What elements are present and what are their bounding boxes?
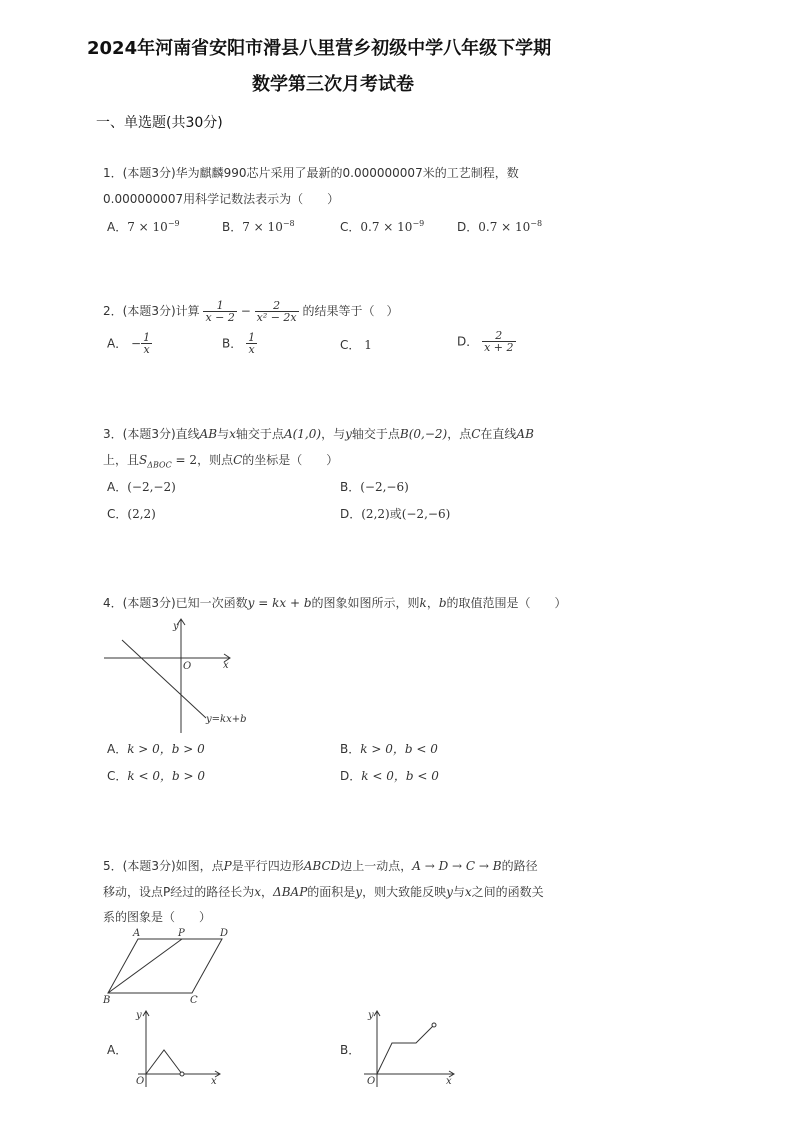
var-b: b bbox=[438, 596, 447, 610]
question-2-prefix: 2．(本题3分)计算 bbox=[103, 304, 200, 318]
option-label: B． bbox=[340, 480, 361, 494]
text: ，点 bbox=[447, 427, 472, 441]
var-k: k bbox=[419, 596, 427, 610]
vertex-d-label: D bbox=[220, 928, 229, 939]
q3-option-a[interactable] bbox=[107, 478, 176, 495]
q3-option-d[interactable] bbox=[340, 505, 450, 522]
open-endpoint bbox=[432, 1023, 436, 1027]
question-5-line3: 系的图象是（ ） bbox=[103, 910, 212, 924]
var-y: y bbox=[446, 885, 453, 899]
text: ，则大致能反映 bbox=[362, 885, 447, 899]
option-label: A． bbox=[107, 742, 128, 756]
option-label: C． bbox=[107, 507, 128, 521]
text: 与 bbox=[452, 885, 465, 899]
fraction-2-denominator: x² − 2x bbox=[256, 311, 297, 324]
option-value: (−2,−2) bbox=[127, 480, 176, 494]
option-label: C． bbox=[340, 220, 361, 234]
option-numerator: 2 bbox=[495, 329, 503, 342]
option-label: A． bbox=[107, 336, 128, 351]
option-numerator: 1 bbox=[248, 331, 256, 344]
option-exponent: −9 bbox=[167, 219, 180, 228]
option-value: k > 0，b < 0 bbox=[360, 742, 438, 756]
question-2-suffix: 的结果等于（ ） bbox=[302, 304, 399, 318]
option-value: 0.7 × 10 bbox=[360, 220, 413, 234]
option-value: 7 × 10 bbox=[127, 220, 168, 234]
text: ， bbox=[426, 596, 439, 610]
vertex-b-label: B bbox=[103, 995, 111, 1005]
fraction-1-numerator: 1 bbox=[216, 299, 224, 312]
exam-title-line1: 2024年河南省安阳市滑县八里营乡初级中学八年级下学期 bbox=[87, 38, 552, 59]
piecewise-graph bbox=[377, 1025, 434, 1074]
q1-option-a[interactable] bbox=[107, 218, 180, 235]
text: 5．(本题3分)如图，点 bbox=[103, 859, 224, 873]
exam-title-line2: 数学第三次月考试卷 bbox=[252, 74, 414, 95]
question-5-line2 bbox=[103, 883, 544, 900]
q3-option-c[interactable] bbox=[107, 505, 156, 522]
option-label: D． bbox=[340, 769, 362, 783]
q2-option-b[interactable] bbox=[222, 332, 257, 355]
function-line-label: y=kx+b bbox=[206, 714, 247, 725]
option-label: C． bbox=[340, 338, 361, 352]
option-value: k < 0，b < 0 bbox=[361, 769, 439, 783]
text: 轴交于点 bbox=[351, 427, 400, 441]
function-line bbox=[122, 640, 206, 718]
question-2-line1 bbox=[103, 300, 398, 323]
origin-label: O bbox=[136, 1076, 145, 1087]
fraction-1 bbox=[203, 300, 236, 323]
q5-option-a-graph[interactable] bbox=[128, 1005, 228, 1089]
text: 之间的函数关 bbox=[471, 885, 544, 899]
area-subscript: ΔBOC bbox=[147, 460, 172, 470]
text: 轴交于点 bbox=[235, 427, 284, 441]
text: 上，且 bbox=[103, 453, 140, 467]
option-label: D． bbox=[340, 507, 362, 521]
q1-option-d[interactable] bbox=[457, 218, 542, 235]
point-a: A(1,0) bbox=[283, 427, 322, 441]
q4-option-d[interactable] bbox=[340, 767, 439, 784]
y-axis-label: y bbox=[368, 1010, 374, 1021]
text: 的取值范围是（ ） bbox=[446, 596, 567, 610]
question-1-line2: 0.000000007用科学记数法表示为（ ） bbox=[103, 192, 340, 206]
q4-option-b[interactable] bbox=[340, 740, 438, 757]
triangle-graph bbox=[146, 1050, 182, 1074]
origin-label: O bbox=[183, 661, 192, 672]
q5-option-b-label[interactable]: B． bbox=[340, 1043, 361, 1057]
var-x: x bbox=[464, 885, 472, 899]
q1-option-b[interactable] bbox=[222, 218, 295, 235]
option-value: 1 bbox=[364, 338, 372, 352]
text: 与 bbox=[217, 427, 230, 441]
option-value: k < 0，b > 0 bbox=[127, 769, 205, 783]
x-axis-label: x bbox=[446, 1076, 452, 1087]
fraction-2 bbox=[255, 300, 299, 323]
option-denominator: x bbox=[246, 343, 257, 355]
text: 的坐标是（ ） bbox=[242, 453, 339, 467]
option-exponent: −9 bbox=[412, 219, 425, 228]
triangle-name: ΔBAP bbox=[273, 885, 308, 899]
option-exponent: −8 bbox=[530, 219, 543, 228]
option-label: D． bbox=[457, 334, 479, 349]
minus-sign: − bbox=[240, 304, 251, 318]
question-3-line2 bbox=[103, 451, 338, 469]
q4-option-c[interactable] bbox=[107, 767, 205, 784]
point-b: B(0,−2) bbox=[399, 427, 448, 441]
q5-option-a-label[interactable]: A． bbox=[107, 1043, 128, 1057]
text: 4．(本题3分)已知一次函数 bbox=[103, 596, 248, 610]
segment-bp bbox=[108, 939, 182, 993]
text: 的面积是 bbox=[307, 885, 356, 899]
parallelogram-figure bbox=[100, 925, 240, 1005]
line-ab: AB bbox=[199, 427, 218, 441]
question-1-line1: 1．(本题3分)华为麒麟990芯片采用了最新的0.000000007米的工艺制程，数 bbox=[103, 166, 519, 180]
y-axis-label: y bbox=[136, 1010, 142, 1021]
text: 的图象如图所示，则 bbox=[311, 596, 420, 610]
q2-option-c[interactable] bbox=[340, 336, 372, 353]
option-value: (−2,−6) bbox=[360, 480, 409, 494]
option-fraction bbox=[482, 330, 515, 353]
function-expression: y = kx + b bbox=[247, 596, 312, 610]
var-y: y bbox=[345, 427, 352, 441]
vertex-a-label: A bbox=[133, 928, 141, 939]
option-label: A． bbox=[107, 220, 128, 234]
linear-function-graph bbox=[100, 615, 260, 735]
path-expression: A → D → C → B bbox=[412, 859, 502, 873]
option-exponent: −8 bbox=[282, 219, 295, 228]
option-label: C． bbox=[107, 769, 128, 783]
question-5-line1 bbox=[103, 857, 538, 874]
var-y: y bbox=[355, 885, 363, 899]
text: 是平行四边形 bbox=[231, 859, 304, 873]
option-value: (2,2) bbox=[127, 507, 156, 521]
point-c: C bbox=[233, 453, 243, 467]
text: ，则点 bbox=[197, 453, 234, 467]
q2-option-d[interactable] bbox=[457, 330, 516, 353]
var-x: x bbox=[229, 427, 236, 441]
question-3-line1 bbox=[103, 425, 534, 442]
option-sign: − bbox=[131, 336, 142, 351]
fraction-1-denominator: x − 2 bbox=[205, 311, 235, 324]
text: 边上一动点， bbox=[340, 859, 413, 873]
parallelogram-abcd bbox=[108, 939, 222, 993]
option-numerator: 1 bbox=[143, 331, 151, 344]
option-label: B． bbox=[222, 220, 243, 234]
y-axis-label: y bbox=[173, 621, 179, 632]
option-label: B． bbox=[340, 742, 361, 756]
origin-label: O bbox=[367, 1076, 376, 1087]
option-fraction bbox=[141, 332, 152, 355]
area-value: = 2 bbox=[171, 453, 198, 467]
text: 移动，设点P经过的路径长为 bbox=[103, 885, 255, 899]
var-x: x bbox=[254, 885, 262, 899]
option-value: k > 0，b > 0 bbox=[127, 742, 205, 756]
option-value: (2,2)或(−2,−6) bbox=[361, 507, 451, 521]
option-label: A． bbox=[107, 480, 128, 494]
text: ，与 bbox=[321, 427, 346, 441]
open-endpoint bbox=[180, 1072, 184, 1076]
x-axis-label: x bbox=[211, 1076, 217, 1087]
question-4-line1 bbox=[103, 594, 567, 611]
q5-option-b-graph[interactable] bbox=[360, 1005, 460, 1089]
option-label: D． bbox=[457, 220, 479, 234]
option-value: 7 × 10 bbox=[242, 220, 283, 234]
q2-option-a[interactable] bbox=[107, 332, 152, 355]
point-p-label: P bbox=[178, 928, 185, 939]
text: 在直线 bbox=[480, 427, 517, 441]
q4-option-a[interactable] bbox=[107, 740, 205, 757]
option-value: 0.7 × 10 bbox=[478, 220, 531, 234]
point-p: P bbox=[223, 859, 232, 873]
fraction-2-numerator: 2 bbox=[273, 299, 281, 312]
text: 3．(本题3分)直线 bbox=[103, 427, 200, 441]
vertex-c-label: C bbox=[190, 995, 198, 1005]
option-fraction bbox=[246, 332, 257, 355]
point-c: C bbox=[471, 427, 481, 441]
text: ， bbox=[261, 885, 274, 899]
q3-option-b[interactable] bbox=[340, 478, 409, 495]
text: 的路径 bbox=[501, 859, 538, 873]
section-heading: 一、单选题(共30分) bbox=[96, 115, 223, 131]
line-ab: AB bbox=[516, 427, 534, 441]
option-label: B． bbox=[222, 336, 243, 351]
option-denominator: x + 2 bbox=[484, 341, 514, 354]
x-axis-label: x bbox=[223, 660, 229, 671]
parallelogram-name: ABCD bbox=[303, 859, 341, 873]
option-denominator: x bbox=[141, 343, 152, 355]
area-symbol: S bbox=[139, 453, 148, 467]
q1-option-c[interactable] bbox=[340, 218, 424, 235]
